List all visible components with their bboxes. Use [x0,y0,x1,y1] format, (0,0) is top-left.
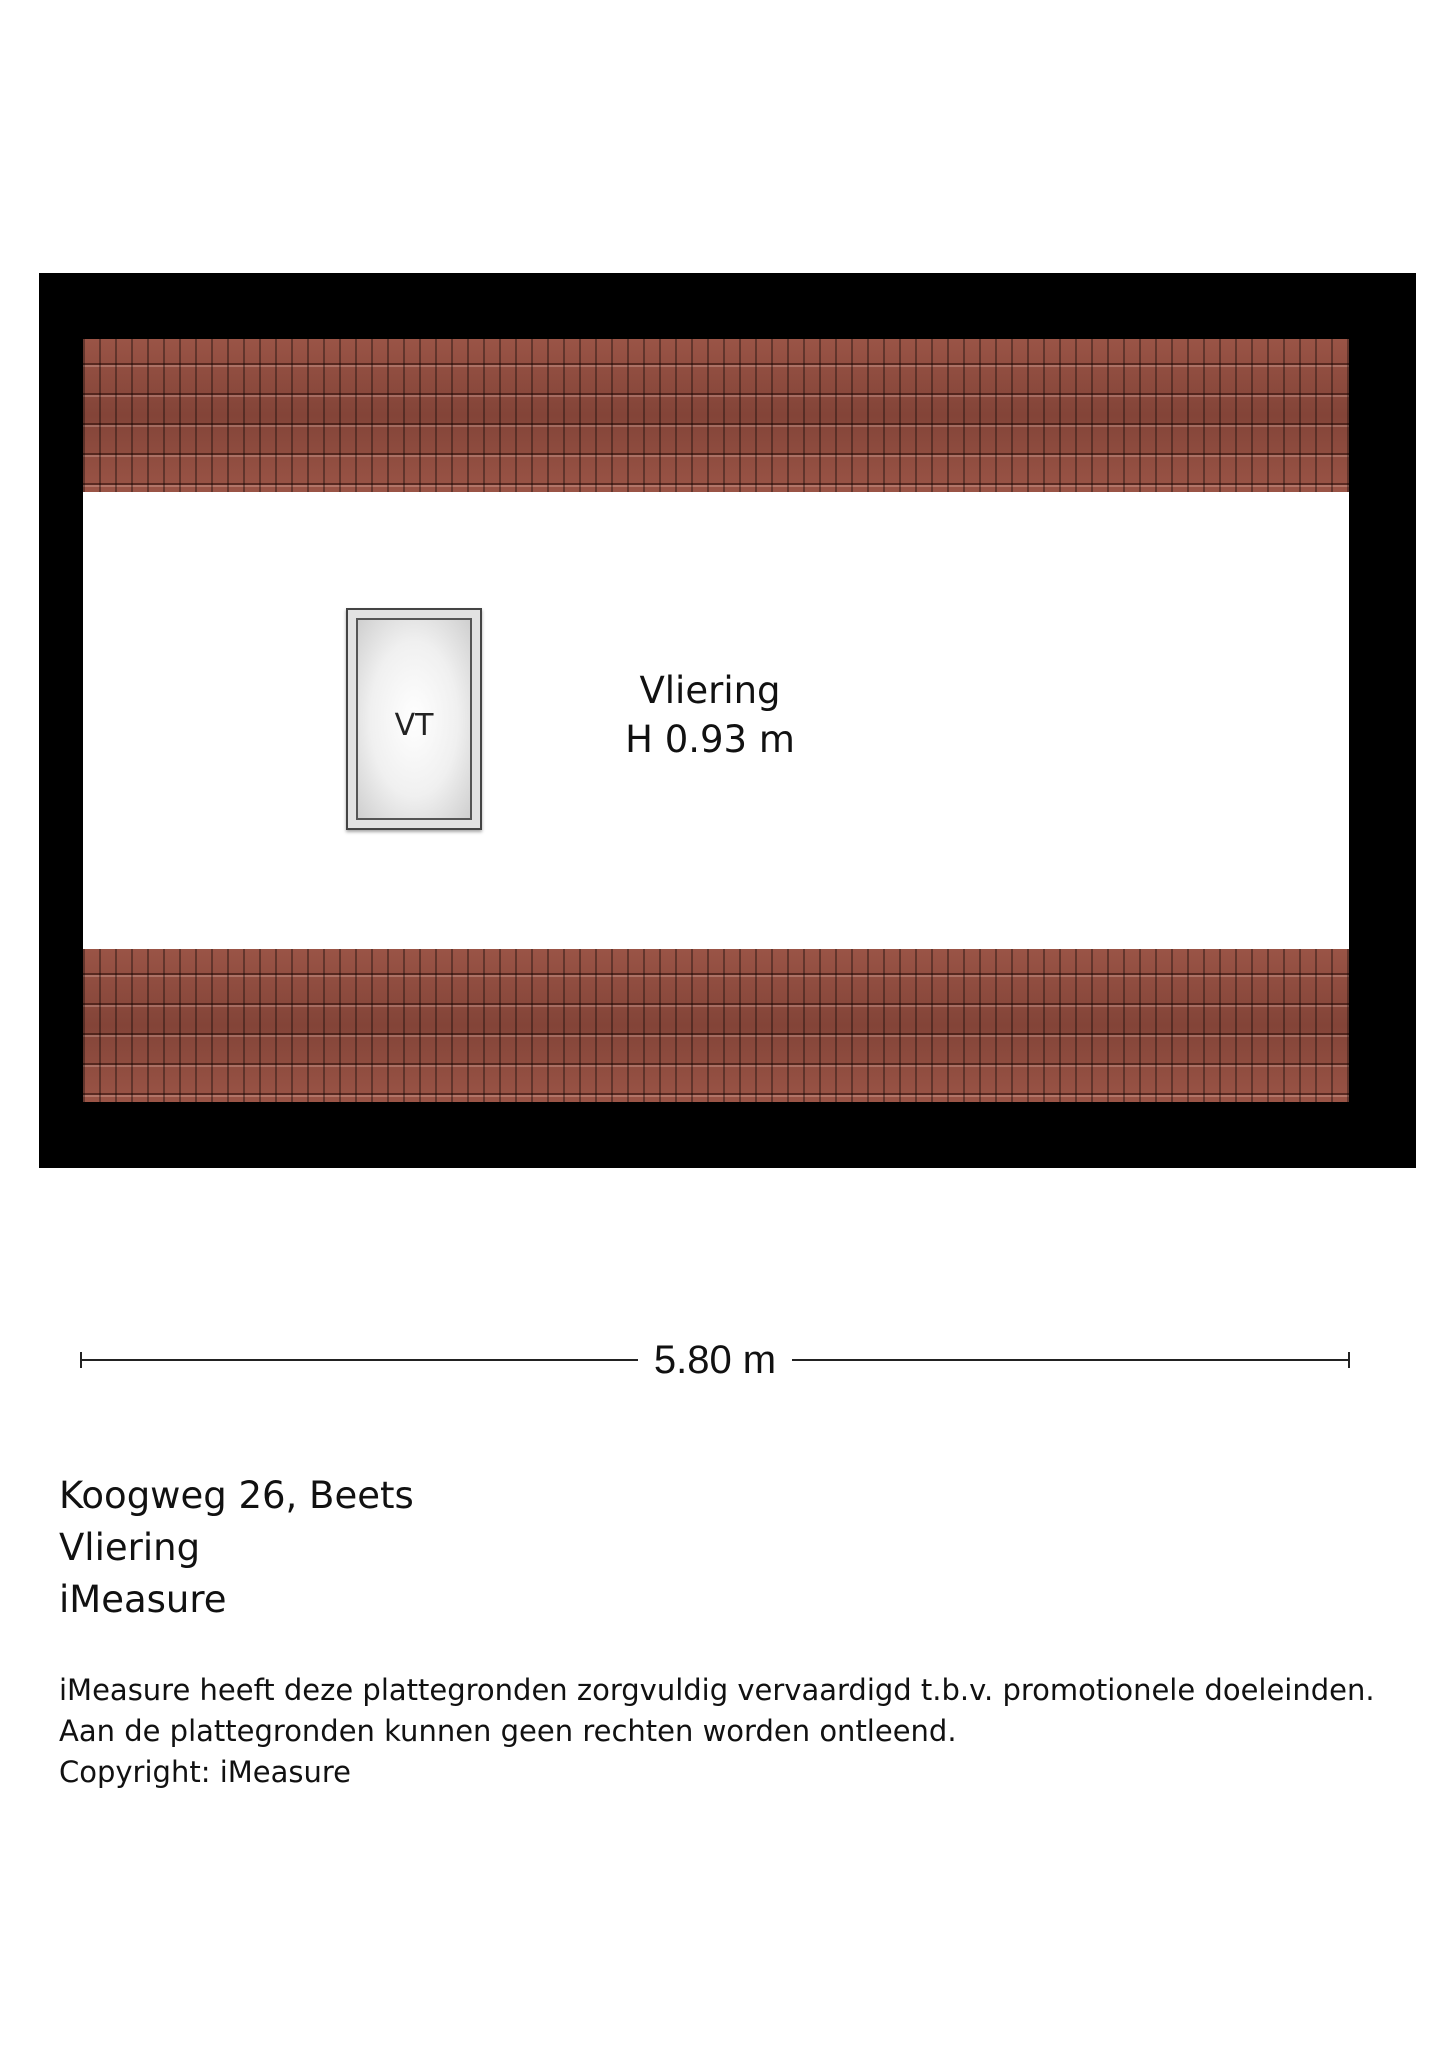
hatch-label: VT [394,708,434,743]
scale-line-left [82,1359,638,1361]
room-label [600,666,820,764]
address: Koogweg 26, Beets [59,1474,414,1517]
disclaimer [59,1670,1399,1793]
company-name: iMeasure [59,1578,227,1621]
room-height: H 0.93 m [625,718,795,761]
roof-tiles-top [83,339,1349,492]
scale-line-right [792,1359,1348,1361]
plan-info [59,1470,1359,1626]
roof-tiles-bottom [83,949,1349,1102]
disclaimer-line: iMeasure heeft deze plattegronden zorgvuldig vervaardigd t.b.v. promotionele doeleinden. [59,1673,1375,1707]
loft-hatch [346,608,482,830]
disclaimer-line: Aan de plattegronden kunnen geen rechten worden ontleend. [59,1714,957,1748]
scale-bar [80,1330,1350,1390]
room-name: Vliering [639,669,781,712]
scale-tick-right [1348,1352,1350,1368]
copyright: Copyright: iMeasure [59,1755,351,1789]
floor-name: Vliering [59,1526,201,1569]
scale-label: 5.80 m [653,1338,777,1382]
